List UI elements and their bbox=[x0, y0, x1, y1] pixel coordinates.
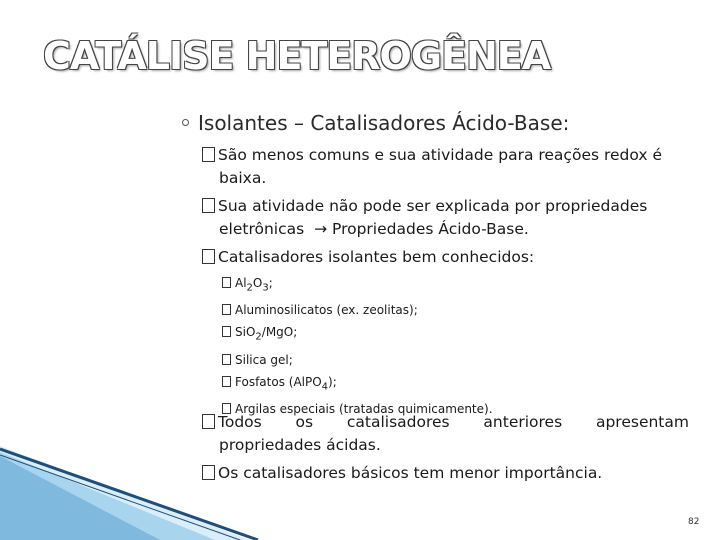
list-item: Silica gel; bbox=[222, 349, 493, 371]
missing-glyph-icon bbox=[222, 376, 231, 387]
missing-glyph-icon bbox=[222, 326, 231, 337]
page-number: 82 bbox=[688, 517, 700, 527]
right-arrow-icon: → bbox=[314, 220, 328, 238]
paragraph-1-line-2: baixa. bbox=[219, 169, 267, 187]
paragraph-4-line-1: Todos os catalisadores anteriores apresentam bbox=[202, 411, 689, 434]
list-item: Aluminosilicatos (ex. zeolitas); bbox=[222, 299, 493, 321]
list-item: Argilas especiais (tratadas quimicamente). bbox=[222, 398, 493, 420]
paragraph-2-line-1: Sua atividade não pode ser explicada por propriedades bbox=[202, 195, 689, 218]
list-item: SiO$_2$/MgO; bbox=[222, 321, 493, 348]
missing-glyph-icon bbox=[202, 198, 215, 213]
paragraph-5: Os catalisadores básicos tem menor importância. bbox=[202, 462, 689, 485]
paragraph-2 bbox=[202, 195, 689, 241]
ring-bullet-icon bbox=[182, 119, 189, 126]
missing-glyph-icon bbox=[202, 414, 215, 429]
missing-glyph-icon bbox=[202, 147, 215, 162]
missing-glyph-icon bbox=[222, 354, 231, 365]
list-item: Fosfatos (AlPO$_4$); bbox=[222, 371, 493, 398]
paragraph-1 bbox=[202, 144, 689, 190]
paragraph-4-line-2: propriedades ácidas. bbox=[219, 436, 381, 454]
subheading-text: Isolantes – Catalisadores Ácido-Base: bbox=[198, 111, 570, 135]
missing-glyph-icon bbox=[222, 304, 231, 315]
missing-glyph-icon bbox=[222, 277, 231, 288]
subheading bbox=[182, 111, 569, 135]
catalyst-list bbox=[222, 272, 493, 420]
list-item: $Al_2O_3$; bbox=[222, 272, 493, 299]
paragraph-4 bbox=[202, 411, 689, 457]
paragraph-2-line-2: eletrônicas → Propriedades Ácido-Base. bbox=[219, 220, 529, 238]
missing-glyph-icon bbox=[202, 249, 215, 264]
paragraph-1-line-1: São menos comuns e sua atividade para reações redox é bbox=[202, 144, 689, 167]
missing-glyph-icon bbox=[202, 465, 215, 480]
paragraph-3: Catalisadores isolantes bem conhecidos: bbox=[202, 246, 689, 269]
slide-title: CATÁLISE HETEROGÊNEA bbox=[43, 34, 551, 78]
